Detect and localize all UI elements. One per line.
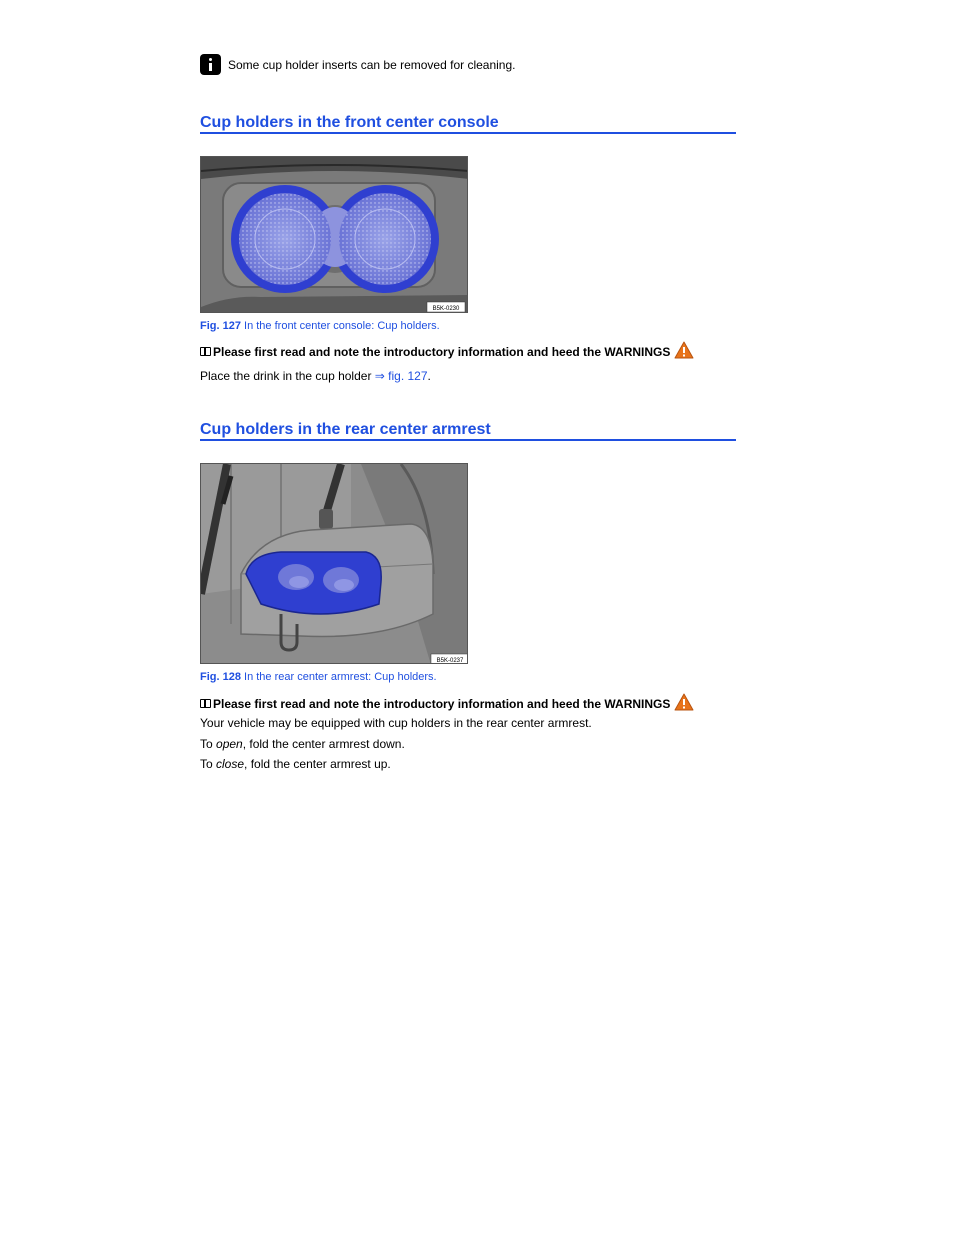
intro-line-1	[200, 341, 694, 362]
body-text: To	[200, 737, 217, 751]
body-text-suffix: .	[427, 369, 431, 383]
figure-caption-128	[200, 671, 437, 683]
body-text: , fold the center armrest up.	[244, 757, 391, 771]
body-paragraph-3	[200, 757, 391, 771]
note	[200, 54, 516, 75]
info-icon	[200, 54, 221, 75]
intro-text: Please first read and note the introductory information and heed the WARNINGS	[213, 344, 671, 359]
section-divider	[200, 439, 736, 441]
figure-caption-127	[200, 320, 440, 332]
intro-line-2	[200, 693, 694, 714]
section-title-front-console: Cup holders in the front center console	[200, 114, 499, 131]
section-divider	[200, 132, 736, 134]
body-text: Place the drink in the cup holder	[200, 369, 375, 383]
body-paragraph	[200, 369, 431, 383]
intro-text: Please first read and note the introductory information and heed the WARNINGS	[213, 696, 671, 711]
figure-rear-armrest	[200, 463, 468, 664]
section-title-rear-armrest: Cup holders in the rear center armrest	[200, 421, 491, 438]
warning-icon[interactable]	[674, 341, 694, 362]
figure-code-label: B5K-0237	[436, 658, 464, 664]
figure-code-label: B5K-0230	[432, 306, 460, 312]
caption-number: Fig. 127	[200, 320, 241, 332]
warning-icon[interactable]	[674, 693, 694, 714]
body-text: , fold the center armrest down.	[242, 737, 405, 751]
caption-text: In the rear center armrest: Cup holders.	[240, 671, 437, 683]
body-paragraph-2	[200, 737, 405, 751]
figure-link-127[interactable]: ⇒ fig. 127	[374, 369, 428, 383]
caption-number: Fig. 128	[200, 671, 241, 683]
book-icon	[200, 699, 211, 708]
book-icon	[200, 347, 211, 356]
body-paragraph-1: Your vehicle may be equipped with cup holders in the rear center armrest.	[200, 716, 592, 730]
emphasis-close: close	[216, 757, 245, 771]
note-text: Some cup holder inserts can be removed for cleaning.	[228, 57, 516, 72]
body-text: To	[200, 757, 217, 771]
caption-text: In the front center console: Cup holders.	[240, 320, 440, 332]
figure-front-console	[200, 156, 468, 313]
emphasis-open: open	[216, 737, 243, 751]
